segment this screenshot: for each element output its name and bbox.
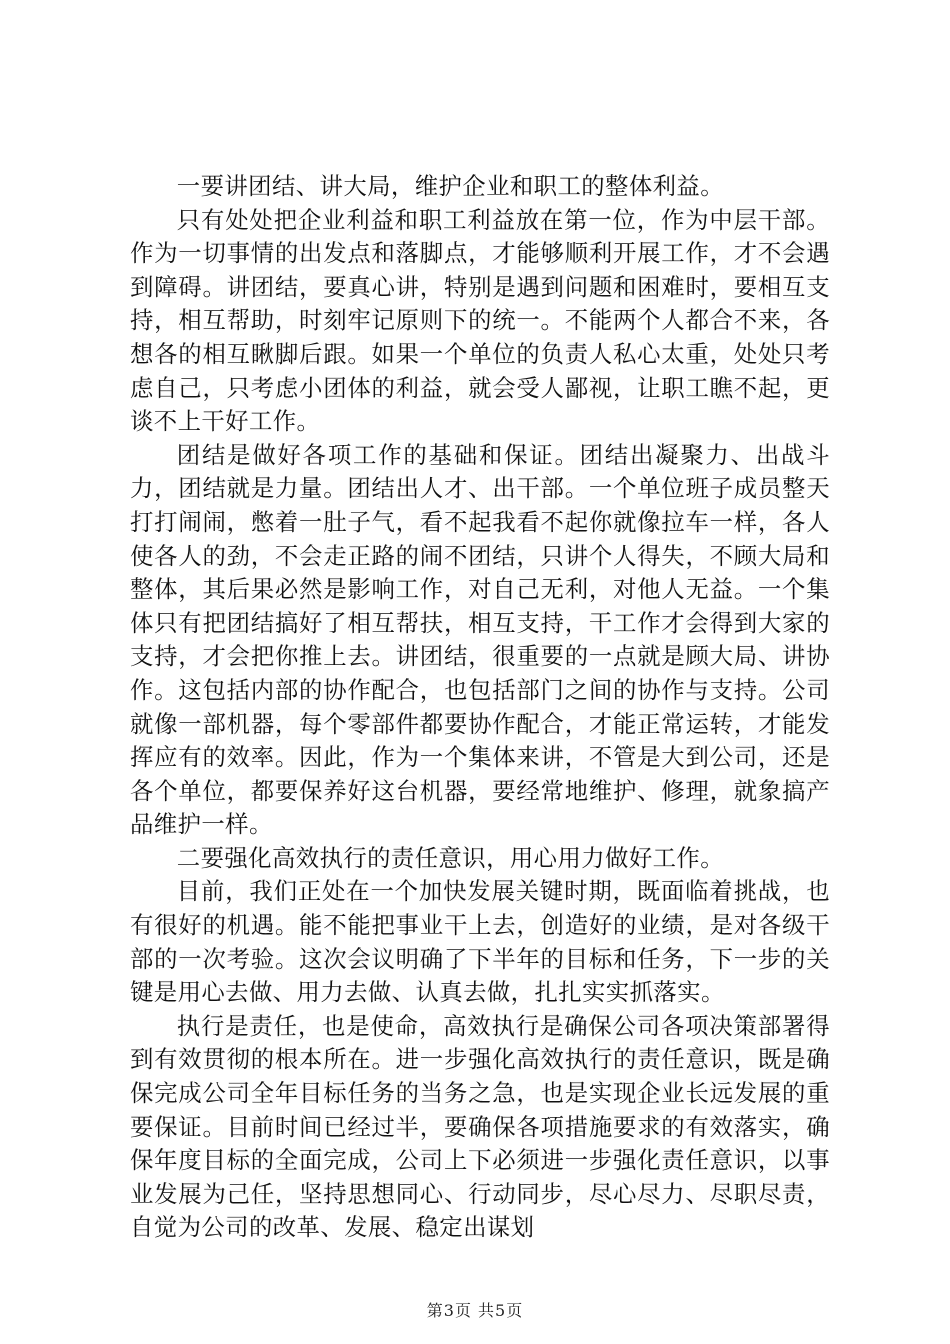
paragraph-unity-foundation: 团结是做好各项工作的基础和保证。团结出凝聚力、出战斗力，团结就是力量。团结出人才、出干部。一个单位班子成员整天打打闹闹，憋着一肚子气，看不起我看不起你就像拉车一样，各人使各人的劲，不会走正路的闹不团结，只讲个人得失，不顾大局和整体，其后果必然是影响工作，对自己无利，对他人无益。一个集体只有把团结搞好了相互帮扶，相互支持，干工作才会得到大家的支持，才会把你推上去。讲团结，很重要的一点就是顾大局、讲协作。这包括内部的协作配合，也包括部门之间的协作与支持。公司就像一部机器，每个零部件都要协作配合，才能正常运转，才能发挥应有的效率。因此，作为一个集体来讲，不管是大到公司，还是各个单位，都要保养好这台机器，要经常地维护、修理，就象搞产品维护一样。 bbox=[130, 440, 830, 839]
paragraph-unity-heading: 一要讲团结、讲大局，维护企业和职工的整体利益。 bbox=[176, 172, 724, 200]
paragraph-execution-heading: 二要强化高效执行的责任意识，用心用力做好工作。 bbox=[176, 843, 724, 872]
page-number-footer: 第3页 共5页 bbox=[426, 1301, 524, 1320]
document-body bbox=[130, 170, 830, 1245]
paragraph-execution-responsibility: 执行是责任，也是使命，高效执行是确保公司各项决策部署得到有效贯彻的根本所在。进一步强化高效执行的责任意识，既是确保完成公司全年目标任务的当务之急，也是实现企业长远发展的重要保证。目前时间已经过半，要确保各项措施要求的有效落实，确保年度目标的全面完成，公司上下必须进一步强化责任意识，以事业发展为己任，坚持思想同心、行动同步，尽心尽力、尽职尽责，自觉为公司的改革、发展、稳定出谋划 bbox=[130, 1011, 830, 1242]
paragraph-interests-first: 只有处处把企业利益和职工利益放在第一位，作为中层干部。作为一切事情的出发点和落脚点，才能够顺利开展工作，才不会遇到障碍。讲团结，要真心讲，特别是遇到问题和困难时，要相互支持，相互帮助，时刻牢记原则下的统一。不能两个人都合不来，各想各的相互瞅脚后跟。如果一个单位的负责人私心太重，处处只考虑自己，只考虑小团体的利益，就会受人鄙视，让职工瞧不起，更谈不上干好工作。 bbox=[130, 205, 830, 436]
paragraph-current-situation: 目前，我们正处在一个加快发展关键时期，既面临着挑战，也有很好的机遇。能不能把事业干上去，创造好的业绩，是对各级干部的一次考验。这次会议明确了下半年的目标和任务，下一步的关键是用心去做、用力去做、认真去做，扎扎实实抓落实。 bbox=[130, 877, 830, 1007]
